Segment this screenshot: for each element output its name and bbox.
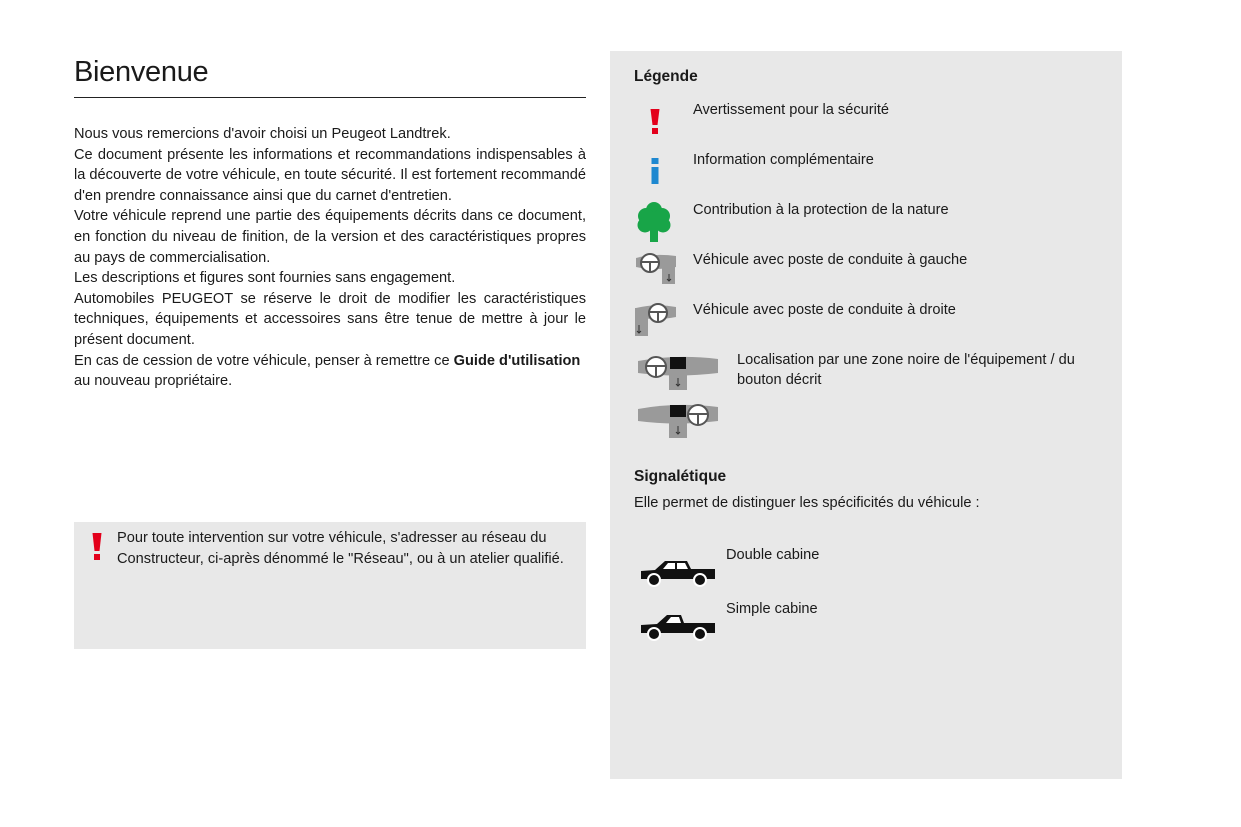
signaletique-description: Elle permet de distinguer les spécificités du véhicule : [634,495,980,511]
info-icon [650,158,660,189]
page-title: Bienvenue [74,56,586,98]
tree-icon [637,201,671,248]
signaletique-title: Signalétique [634,468,727,485]
dashboard-lhd-location-icon [636,354,720,397]
warning-box [74,522,586,649]
legend-label: Information complémentaire [693,152,874,168]
legend-label: Véhicule avec poste de conduite à gauche [693,252,968,268]
exclamation-icon [649,108,661,140]
single-cab-truck-icon [639,611,717,646]
intro-paragraph: Ce document présente les informations et recommandations indispensables à la découverte de votre véhicule, en toute sécurité. Il est fortement recommandé d'en prendre connaissance ainsi que du carnet d'entretien. [74,146,586,204]
legend-label: Avertissement pour la sécurité [693,102,890,118]
signaletique-label: Simple cabine [726,601,818,617]
intro-paragraph: Automobiles PEUGEOT se réserve le droit de modifier les caractéristiques techniques, équipements et accessoires sans être tenue de mettre à jour le présent document. [74,290,586,348]
intro-paragraph: Votre véhicule reprend une partie des équipements décrits dans ce document, en fonction du niveau de finition, de la version et des caractéristiques propres au pays de commercialisation. [74,208,586,266]
intro-paragraph: Nous vous remercions d'avoir choisi un Peugeot Landtrek. [74,126,451,142]
legend-label: Localisation par une zone noire de l'équipement / du bouton décrit [737,352,1075,388]
dashboard-rhd-location-icon [636,402,720,445]
welcome-section [74,56,586,392]
guide-name: Guide d'utilisation [453,352,581,369]
handover-text: En cas de cession de votre véhicule, penser à remettre ce [74,352,454,369]
exclamation-icon [91,532,103,567]
legend-label: Contribution à la protection de la nature [693,202,949,218]
right-hand-drive-icon [634,302,678,343]
legend-title: Légende [634,68,698,85]
intro-paragraph: Les descriptions et figures sont fournies sans engagement. [74,270,456,287]
double-cab-truck-icon [639,557,717,592]
intro-text [74,124,586,392]
intro-paragraph [74,351,586,392]
signaletique-label: Double cabine [726,547,820,563]
warning-text: Pour toute intervention sur votre véhicule, s'adresser au réseau du Constructeur, ci-après dénommé le "Réseau", ou à un atelier qualifié. [117,530,564,567]
handover-text-end: au nouveau propriétaire. [74,373,233,390]
legend-label: Véhicule avec poste de conduite à droite [693,302,956,318]
legend-panel [610,51,1122,779]
left-hand-drive-icon [634,252,678,291]
